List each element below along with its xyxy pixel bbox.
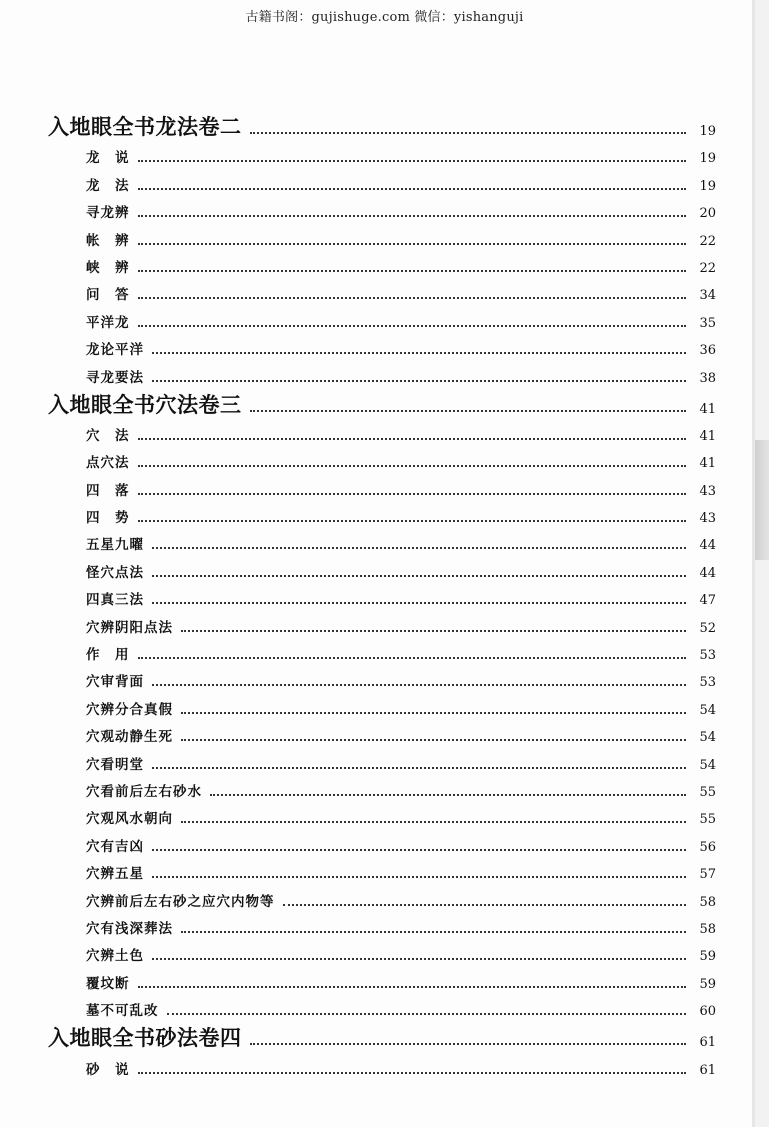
dot-leader	[138, 297, 687, 299]
page-number: 61	[699, 1035, 716, 1051]
toc-entry-row	[48, 859, 716, 886]
toc-entry-row	[48, 335, 716, 362]
toc-entry-row	[48, 362, 716, 389]
toc-entry-row	[48, 640, 716, 667]
toc-entry-row	[48, 503, 716, 530]
dot-leader	[138, 325, 687, 327]
toc-entry-row	[48, 253, 716, 280]
toc-chapter-row	[48, 1023, 716, 1054]
toc-entry-row	[48, 831, 716, 858]
page-number: 47	[699, 593, 716, 609]
dot-leader	[138, 1072, 687, 1074]
dot-leader	[152, 575, 686, 577]
entry-title: 作 用	[86, 647, 130, 664]
toc-entry-row	[48, 530, 716, 557]
toc-entry-row	[48, 143, 716, 170]
entry-title: 寻龙辨	[86, 205, 130, 222]
toc-entry-row	[48, 694, 716, 721]
dot-leader	[138, 243, 687, 245]
dot-leader	[152, 380, 686, 382]
page-number: 44	[699, 565, 716, 581]
entry-title: 穴辨土色	[86, 948, 144, 965]
toc-chapter-row	[48, 112, 716, 143]
page-number: 54	[699, 730, 716, 746]
dot-leader	[167, 1013, 687, 1015]
dot-leader	[250, 410, 687, 412]
page-number: 53	[699, 648, 716, 664]
page-edge-mark	[755, 440, 769, 560]
page-number: 19	[699, 124, 716, 139]
dot-leader	[138, 520, 687, 522]
entry-title: 问 答	[86, 287, 130, 304]
page-number: 43	[699, 511, 716, 527]
entry-title: 四 落	[86, 482, 130, 499]
entry-title: 墓不可乱改	[86, 1003, 159, 1020]
page-number: 55	[699, 784, 716, 800]
dot-leader	[250, 1043, 687, 1045]
toc-entry-row	[48, 225, 716, 252]
toc-entry-row	[48, 777, 716, 804]
entry-title: 穴辨前后左右砂之应穴内物等	[86, 893, 275, 910]
dot-leader	[138, 270, 687, 272]
entry-title: 覆坟断	[86, 975, 130, 992]
dot-leader	[138, 657, 687, 659]
toc-entry-row	[48, 280, 716, 307]
toc-entry-row	[48, 1054, 716, 1081]
page-number: 54	[699, 702, 716, 718]
page-number: 19	[699, 151, 716, 167]
toc-entry-row	[48, 749, 716, 776]
entry-title: 穴观风水朝向	[86, 811, 173, 828]
toc-entry-row	[48, 475, 716, 502]
dot-leader	[138, 188, 687, 190]
entry-title: 穴辨分合真假	[86, 701, 173, 718]
page-number: 59	[699, 976, 716, 992]
toc-entry-row	[48, 448, 716, 475]
toc-entry-row	[48, 722, 716, 749]
toc-entry-row	[48, 941, 716, 968]
entry-title: 穴看前后左右砂水	[86, 783, 202, 800]
page-number: 22	[699, 233, 716, 249]
dot-leader	[181, 739, 686, 741]
dot-leader	[250, 132, 687, 134]
entry-title: 怪穴点法	[86, 564, 144, 581]
entry-title: 穴 法	[86, 427, 130, 444]
toc-entry-row	[48, 968, 716, 995]
page-number: 54	[699, 757, 716, 773]
page-number: 20	[699, 206, 716, 222]
chapter-title: 入地眼全书穴法卷三	[48, 391, 242, 417]
entry-title: 帐 辨	[86, 232, 130, 249]
entry-title: 穴辨五星	[86, 866, 144, 883]
page-number: 58	[699, 921, 716, 937]
entry-title: 四 势	[86, 510, 130, 527]
page-number: 19	[699, 178, 716, 194]
page-number: 59	[699, 949, 716, 965]
toc-entry-row	[48, 804, 716, 831]
dot-leader	[138, 438, 687, 440]
page-number: 34	[699, 288, 716, 304]
chapter-title: 入地眼全书砂法卷四	[48, 1025, 242, 1051]
page-number: 38	[699, 370, 716, 386]
page-number: 52	[699, 620, 716, 636]
toc-entry-row	[48, 585, 716, 612]
entry-title: 砂 说	[86, 1061, 130, 1078]
dot-leader	[152, 547, 686, 549]
watermark-header: 古籍书阁：gujishuge.com 微信：yishanguji	[245, 10, 524, 25]
dot-leader	[152, 767, 686, 769]
page-edge-shadow	[755, 0, 769, 1127]
dot-leader	[138, 160, 687, 162]
toc-entry-row	[48, 198, 716, 225]
chapter-title: 入地眼全书龙法卷二	[48, 114, 242, 139]
dot-leader	[152, 958, 686, 960]
toc-entry-row	[48, 667, 716, 694]
entry-title: 峡 辨	[86, 259, 130, 276]
dot-leader	[283, 904, 687, 906]
entry-title: 龙论平洋	[86, 342, 144, 359]
dot-leader	[152, 352, 686, 354]
table-of-contents	[48, 112, 716, 1082]
entry-title: 龙 说	[86, 150, 130, 167]
dot-leader	[138, 465, 687, 467]
toc-entry-row	[48, 557, 716, 584]
page-number: 60	[699, 1004, 716, 1020]
toc-entry-row	[48, 421, 716, 448]
dot-leader	[181, 931, 686, 933]
dot-leader	[210, 794, 686, 796]
dot-leader	[152, 876, 686, 878]
page-number: 41	[699, 456, 716, 472]
entry-title: 穴审背面	[86, 674, 144, 691]
page-number: 41	[699, 428, 716, 444]
dot-leader	[138, 215, 687, 217]
toc-entry-row	[48, 307, 716, 334]
entry-title: 五星九曜	[86, 537, 144, 554]
entry-title: 平洋龙	[86, 314, 130, 331]
entry-title: 穴看明堂	[86, 756, 144, 773]
dot-leader	[152, 684, 686, 686]
entry-title: 龙 法	[86, 177, 130, 194]
entry-title: 寻龙要法	[86, 369, 144, 386]
entry-title: 穴有浅深葬法	[86, 920, 173, 937]
dot-leader	[138, 986, 687, 988]
page-number: 36	[699, 343, 716, 359]
page-number: 61	[699, 1062, 716, 1078]
page-number: 44	[699, 538, 716, 554]
dot-leader	[181, 630, 686, 632]
toc-entry-row	[48, 170, 716, 197]
toc-entry-row	[48, 612, 716, 639]
page-number: 57	[699, 867, 716, 883]
page-number: 58	[699, 894, 716, 910]
page-number: 53	[699, 675, 716, 691]
page-number: 41	[699, 401, 716, 417]
entry-title: 穴辨阴阳点法	[86, 619, 173, 636]
page-number: 55	[699, 812, 716, 828]
entry-title: 穴有吉凶	[86, 838, 144, 855]
dot-leader	[181, 821, 686, 823]
toc-entry-row	[48, 996, 716, 1023]
toc-entry-row	[48, 914, 716, 941]
dot-leader	[181, 712, 686, 714]
entry-title: 点穴法	[86, 455, 130, 472]
entry-title: 穴观动静生死	[86, 729, 173, 746]
toc-entry-row	[48, 886, 716, 913]
page-number: 22	[699, 260, 716, 276]
page-number: 43	[699, 483, 716, 499]
toc-chapter-row	[48, 390, 716, 421]
page-number: 56	[699, 839, 716, 855]
dot-leader	[152, 602, 686, 604]
entry-title: 四真三法	[86, 592, 144, 609]
page-number: 35	[699, 315, 716, 331]
dot-leader	[152, 849, 686, 851]
dot-leader	[138, 493, 687, 495]
